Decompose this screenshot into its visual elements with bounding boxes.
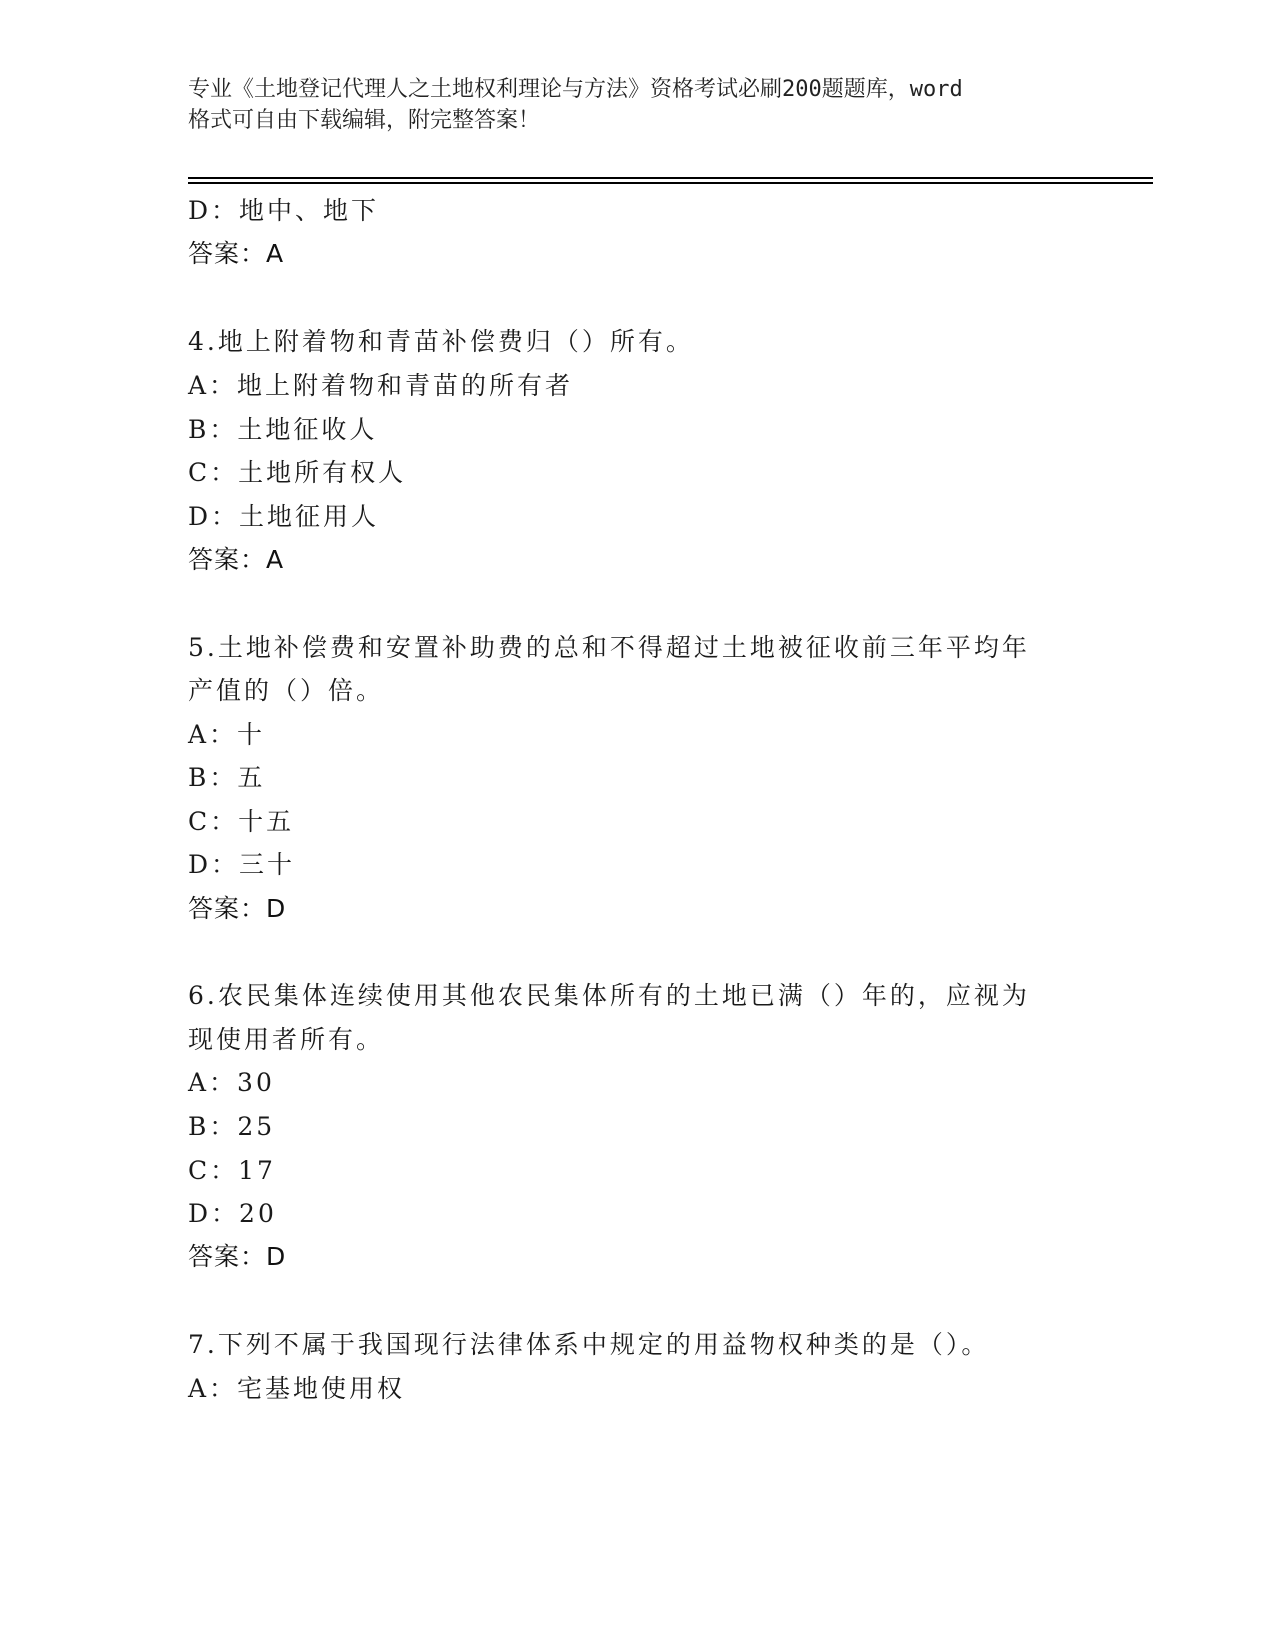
question-line: 4.地上附着物和青苗补偿费归（）所有。: [188, 327, 694, 356]
answer-line: 答案：A: [188, 239, 285, 268]
answer-line: 答案：D: [188, 894, 287, 923]
option-line: C：17: [188, 1156, 276, 1185]
question-line: 6.农民集体连续使用其他农民集体所有的土地已满（）年的，应视为: [188, 981, 1030, 1010]
option-line: A：十: [188, 720, 266, 749]
header-title-line-1: 专业《土地登记代理人之土地权利理论与方法》资格考试必刷200题题库，word: [188, 77, 963, 102]
header-title-line-2: 格式可自由下载编辑，附完整答案！: [188, 108, 541, 133]
header-rule-top: [188, 177, 1153, 179]
question-line: 5.土地补偿费和安置补助费的总和不得超过土地被征收前三年平均年: [188, 633, 1030, 662]
option-line: D：地中、地下: [188, 196, 380, 225]
question-line: 产值的（）倍。: [188, 676, 385, 705]
answer-line: 答案：A: [188, 545, 285, 574]
question-line: 现使用者所有。: [188, 1025, 385, 1054]
option-line: B：五: [188, 763, 266, 792]
answer-line: 答案：D: [188, 1242, 287, 1271]
option-line: A：地上附着物和青苗的所有者: [188, 371, 574, 400]
question-line: 7.下列不属于我国现行法律体系中规定的用益物权种类的是（）。: [188, 1330, 990, 1359]
option-line: C：土地所有权人: [188, 458, 407, 487]
option-line: A：30: [188, 1068, 275, 1097]
option-line: A：宅基地使用权: [188, 1374, 406, 1403]
option-line: B：25: [188, 1112, 276, 1141]
document-header: [188, 74, 1068, 136]
option-line: D：三十: [188, 850, 296, 879]
option-line: C：十五: [188, 807, 295, 836]
header-rule-bottom: [188, 182, 1153, 184]
option-line: B：土地征收人: [188, 415, 378, 444]
option-line: D：20: [188, 1199, 277, 1228]
option-line: D：土地征用人: [188, 502, 380, 531]
